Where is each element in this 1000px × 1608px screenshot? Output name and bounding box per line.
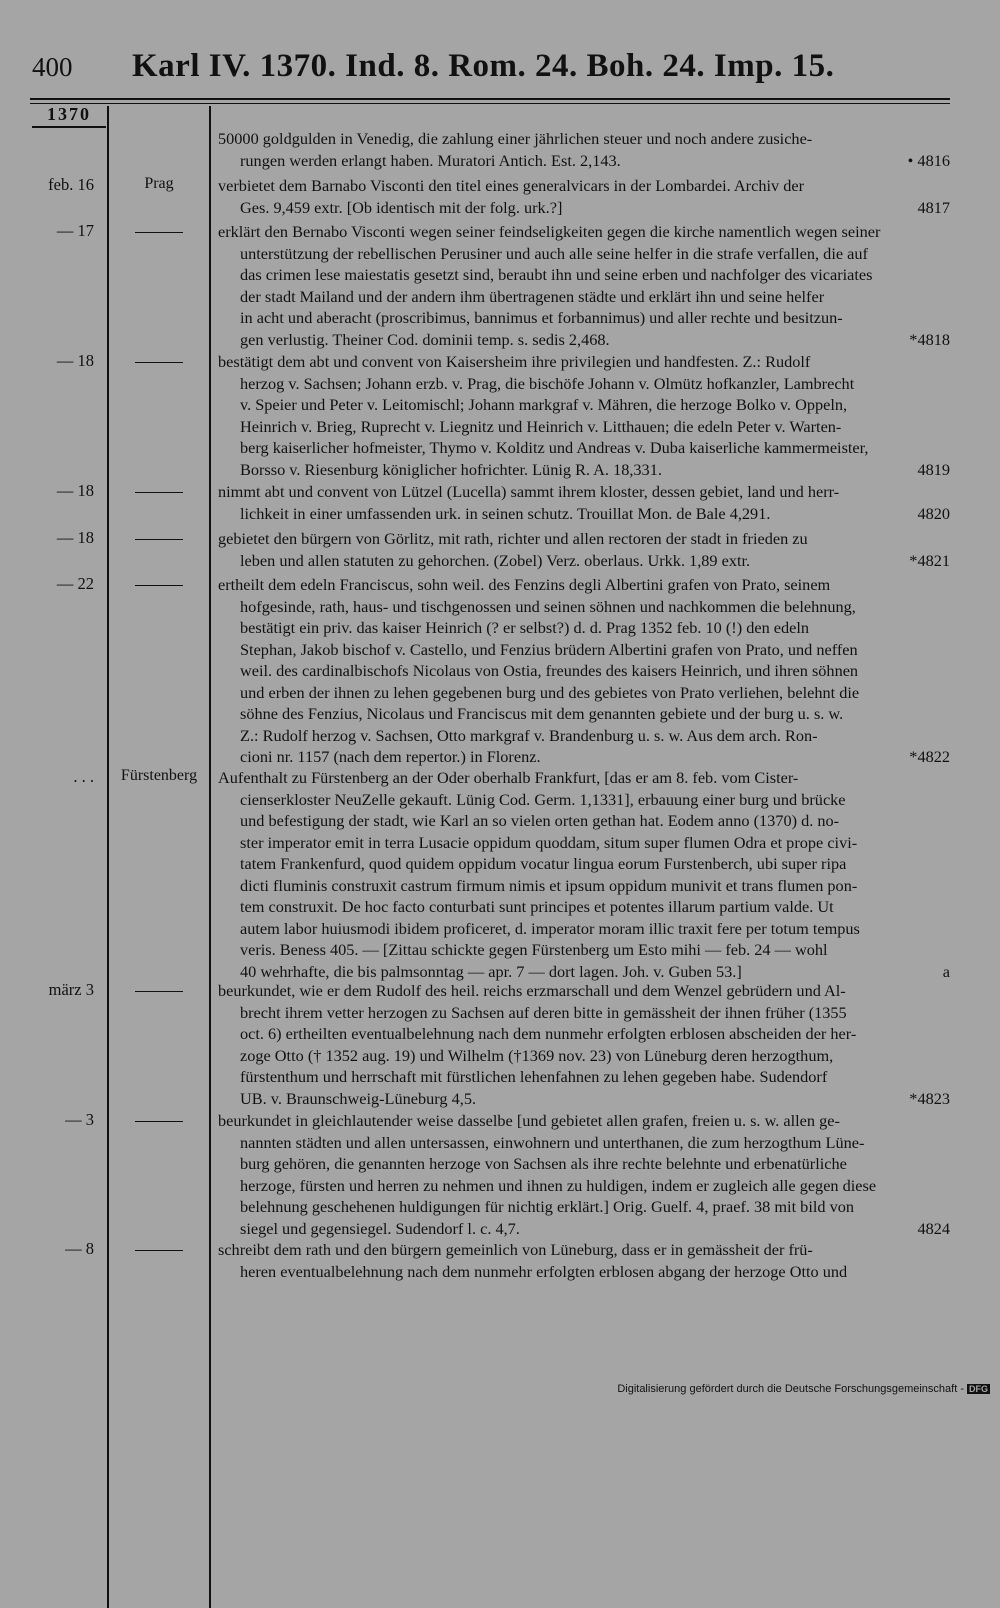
page-header (32, 48, 952, 94)
entry-line: nimmt abt und convent von Lützel (Lucella) sammt ihrem kloster, dessen gebiet, land und herr- (218, 482, 840, 501)
entry-line: tatem Frankenfurd, quod quidem oppidum vocatur lingua eorum Furstenberch, ubi super ripa (240, 854, 847, 873)
place-ditto-dash (135, 991, 183, 992)
entry-line: dicti fluminis construxit castrum firmum nimis et ipsum oppidum munivit et trans flumen pon- (240, 875, 858, 895)
place-ditto-dash (135, 362, 183, 363)
entry-line: burg gehören, die genannten herzoge von Sachsen als ihre rechte belehnte und erbenatürliche (240, 1154, 847, 1173)
entry-line: autem labor huiusmodi ibidem proficeret, d. imperator moram illic traxit fere per totum tempus (240, 918, 860, 938)
place-ditto-dash (135, 1121, 183, 1122)
footer-credit (617, 1383, 990, 1395)
entry-line: rungen werden erlangt haben. Muratori Antich. Est. 2,143. • 4816 (240, 150, 950, 170)
column-divider-place (209, 106, 211, 1608)
entry-date: . . . (73, 767, 94, 786)
entry-line: und befestigung der stadt, wie Karl an so vielen orten gethan hat. Eodem anno (1370) d. no- (240, 811, 840, 830)
entry-line: schreibt dem rath und den bürgern gemeinlich von Lüneburg, dass er in gemässheit der frü- (218, 1240, 813, 1259)
entry-date: — 17 (56, 221, 94, 240)
entry-line: beurkundet, wie er dem Rudolf des heil. reichs erzmarschall und dem Wenzel gebrüdern und Al- (218, 981, 846, 1000)
entry-line: gen verlustig. Theiner Cod. dominii temp. s. sedis 2,468. *4818 (240, 329, 950, 349)
entry-number: 4817 (917, 197, 950, 217)
entry-date: — 18 (56, 528, 94, 547)
entry-text (218, 175, 950, 218)
entry-line: hofgesinde, rath, haus- und tischgenossen und seinen söhnen und nachkommen die belehnung, (240, 596, 856, 616)
entry-line: in acht und aberacht (proscribimus, bannimus et forbannimus) und aller rechte und besitzun- (240, 308, 843, 327)
entry-line: verbietet dem Barnabo Visconti den titel eines generalvicars in der Lombardei. Archiv der (218, 176, 804, 195)
entry-line: brecht ihrem vetter herzogen zu Sachsen auf deren bitte in gemässheit der ihnen früher (1355 (240, 1002, 847, 1022)
entry-date: feb. 16 (48, 175, 94, 194)
entry-line: UB. v. Braunschweig-Lüneburg 4,5. *4823 (240, 1088, 950, 1108)
entry-line: Heinrich v. Brieg, Ruprecht v. Liegnitz und Heinrich v. Litthauen; die edeln Peter v. Warten- (240, 416, 842, 436)
entry-number: *4821 (909, 550, 950, 570)
place-ditto-dash (135, 1250, 183, 1251)
entry-line: und erben der ihnen zu lehen gegebenen burg und des gebietes von Prato verliehen, belehnt die (240, 682, 860, 702)
entry-number: *4822 (909, 747, 950, 766)
page-number: 400 (32, 52, 73, 82)
entry-date: — 3 (65, 1110, 94, 1129)
entry-line: cienserkloster NeuZelle gekauft. Lünig Cod. Germ. 1,1331], erbauung einer burg und brücke (240, 789, 846, 809)
running-title: Karl IV. 1370. Ind. 8. Rom. 24. Boh. 24. Imp. 15. (132, 48, 835, 84)
entry-line: gebietet den bürgern von Görlitz, mit rath, richter und allen rectoren der stadt in frieden zu (218, 529, 808, 548)
entry-place: Prag (144, 175, 174, 192)
entry-date: — 18 (56, 351, 94, 370)
entry-line: Borsso v. Riesenburg königlicher hofrichter. Lünig R. A. 18,331. 4819 (240, 459, 950, 479)
entry-text (218, 528, 950, 571)
entry-line: der stadt Mailand und der andern ihm übertragenen städte und erklärt ihn und seine helfer (240, 286, 825, 306)
entry-line: herzog v. Sachsen; Johann erzb. v. Prag, die bischöfe Johann v. Olmütz hofkanzler, Lambrecht (240, 373, 855, 393)
entry-line: fürstenthum und herrschaft mit fürstlichen lehenfahnen zu lehen gegeben habe. Sudendorf (240, 1067, 828, 1086)
entry-date: märz 3 (48, 980, 94, 999)
entry-line: bestätigt dem abt und convent von Kaisersheim ihre privilegien und handfesten. Z.: Rudolf (218, 352, 811, 371)
year-underline (32, 126, 106, 128)
place-ditto-dash (135, 232, 183, 233)
footer-text: Digitalisierung gefördert durch die Deutsche Forschungsgemeinschaft - (617, 1383, 964, 1395)
place-ditto-dash (135, 492, 183, 493)
entry-number: *4818 (909, 329, 950, 349)
entry-line: siegel und gegensiegel. Sudendorf l. c. 4,7. 4824 (240, 1218, 950, 1238)
entry-text (218, 1110, 950, 1239)
entry-number: *4823 (909, 1088, 950, 1108)
entry-line: Ges. 9,459 extr. [Ob identisch mit der folg. urk.?] 4817 (240, 197, 950, 217)
entry-number: 4824 (917, 1218, 950, 1238)
entry-number: a (942, 961, 950, 981)
place-ditto-dash (135, 539, 183, 540)
entry-line: bestätigt ein priv. das kaiser Heinrich (? er selbst?) d. d. Prag 1352 feb. 10 (!) den edeln (240, 618, 810, 637)
entry-line: heren eventualbelehnung nach dem nunmehr erfolgten erblosen abgang der herzoge Otto und (240, 1261, 848, 1281)
header-rule-thin (30, 103, 950, 104)
entry-date: — 22 (56, 574, 94, 593)
entry-place: Fürstenberg (120, 767, 198, 784)
entry-line: 40 wehrhafte, die bis palmsonntag — apr. 7 — dort lagen. Joh. v. Guben 53.] a (240, 961, 950, 981)
entry-line: berg kaiserlicher hofmeister, Thymo v. Kolditz und Andreas v. Duba kaiserliche kammermeister, (240, 438, 869, 457)
entry-line: veris. Beness 405. — [Zittau schickte gegen Fürstenberg um Esto mihi — feb. 24 — wohl (240, 940, 828, 959)
entry-line: beurkundet in gleichlautender weise dasselbe [und gebietet allen grafen, freien u. s. w. allen ge- (218, 1111, 840, 1130)
entry-line: cioni nr. 1157 (nach dem repertor.) in Florenz. *4822 (240, 747, 950, 766)
entry-line: ertheilt dem edeln Franciscus, sohn weil. des Fenzins degli Albertini grafen von Prato, seinem (218, 575, 831, 594)
year-label: 1370 (47, 104, 91, 124)
entry-line: tem construxit. De hoc facto conturbati sunt principes et potentes illarum partium valde. Ut (240, 897, 834, 916)
entry-line: weil. des cardinalbischofs Nicolaus von Ostia, freundes des kaisers Heinrich, und ihren söhnen (240, 661, 859, 680)
entry-line: herzoge, fürsten und herren zu nehmen und ihnen zu huldigen, indem er zugleich alle gegen diese (240, 1175, 877, 1195)
place-ditto-dash (135, 585, 183, 586)
entry-number: 4820 (917, 503, 950, 523)
entry-date: — 8 (65, 1239, 94, 1258)
entry-line: v. Speier und Peter v. Leitomischl; Johann markgraf v. Mähren, die herzoge Bolko v. Oppeln, (240, 395, 848, 414)
entry-line: belehnung geschehenen huldigungen für nichtig erklärt.] Orig. Guelf. 4, praef. 38 mit bild von (240, 1197, 854, 1216)
entry-line: ster imperator emit in terra Lusacie oppidum quoddam, situm super flumen Odra et prope civi- (240, 832, 858, 852)
entry-text (218, 767, 950, 982)
entry-line: leben und allen statuten zu gehorchen. (Zobel) Verz. oberlaus. Urkk. 1,89 extr. *4821 (240, 550, 950, 570)
entry-text (218, 351, 950, 480)
column-divider-date (107, 106, 109, 1608)
entry-text (218, 1239, 950, 1282)
entry-line: erklärt den Bernabo Visconti wegen seiner feindseligkeiten gegen die kirche namentlich wegen seiner (218, 222, 881, 241)
entry-text (218, 128, 950, 171)
entry-line: lichkeit in einer umfassenden urk. in seinen schutz. Trouillat Mon. de Bale 4,291. 4820 (240, 503, 950, 523)
entry-text (218, 221, 950, 350)
entry-line: unterstützung der rebellischen Perusiner und auch alle seine helfer in die strafe verfallen, die auf (240, 243, 868, 263)
entry-number: • 4816 (907, 150, 950, 170)
entry-line: oct. 6) ertheilten eventualbelehnung nach dem nunmehr erfolgten erblosen abscheiden der her- (240, 1024, 857, 1043)
entry-line: nannten städten und allen untersassen, einwohnern und unterthanen, die zum herzogthum Lüne- (240, 1132, 865, 1152)
entry-line: 50000 goldgulden in Venedig, die zahlung einer jährlichen steuer und noch andere zusiche- (218, 129, 813, 148)
entry-line: söhne des Fenzius, Nicolaus und Franciscus mit dem genannten gebiete und der burg u. s. w. (240, 704, 844, 723)
entry-text (218, 481, 950, 524)
entry-line: Z.: Rudolf herzog v. Sachsen, Otto markgraf v. Brandenburg u. s. w. Aus dem arch. Ron- (240, 725, 818, 745)
entry-text (218, 574, 950, 768)
entry-line: zoge Otto († 1352 aug. 19) und Wilhelm (†1369 nov. 23) von Lüneburg deren herzogthum, (240, 1045, 834, 1065)
entry-text (218, 980, 950, 1109)
header-rule (30, 98, 950, 100)
entry-line: Stephan, Jakob bischof v. Castello, und Fenzius brüdern Albertini grafen von Prato, und neffen (240, 639, 858, 659)
dfg-logo: DFG (969, 1384, 988, 1394)
entry-line: Aufenthalt zu Fürstenberg an der Oder oberhalb Frankfurt, [das er am 8. feb. vom Cister- (218, 768, 799, 787)
entry-date: — 18 (56, 481, 94, 500)
entry-line: das crimen lese maiestatis gesetzt sind, beraubt ihn und seine erben und nachfolger des vicariates (240, 265, 873, 284)
entry-number: 4819 (917, 459, 950, 479)
